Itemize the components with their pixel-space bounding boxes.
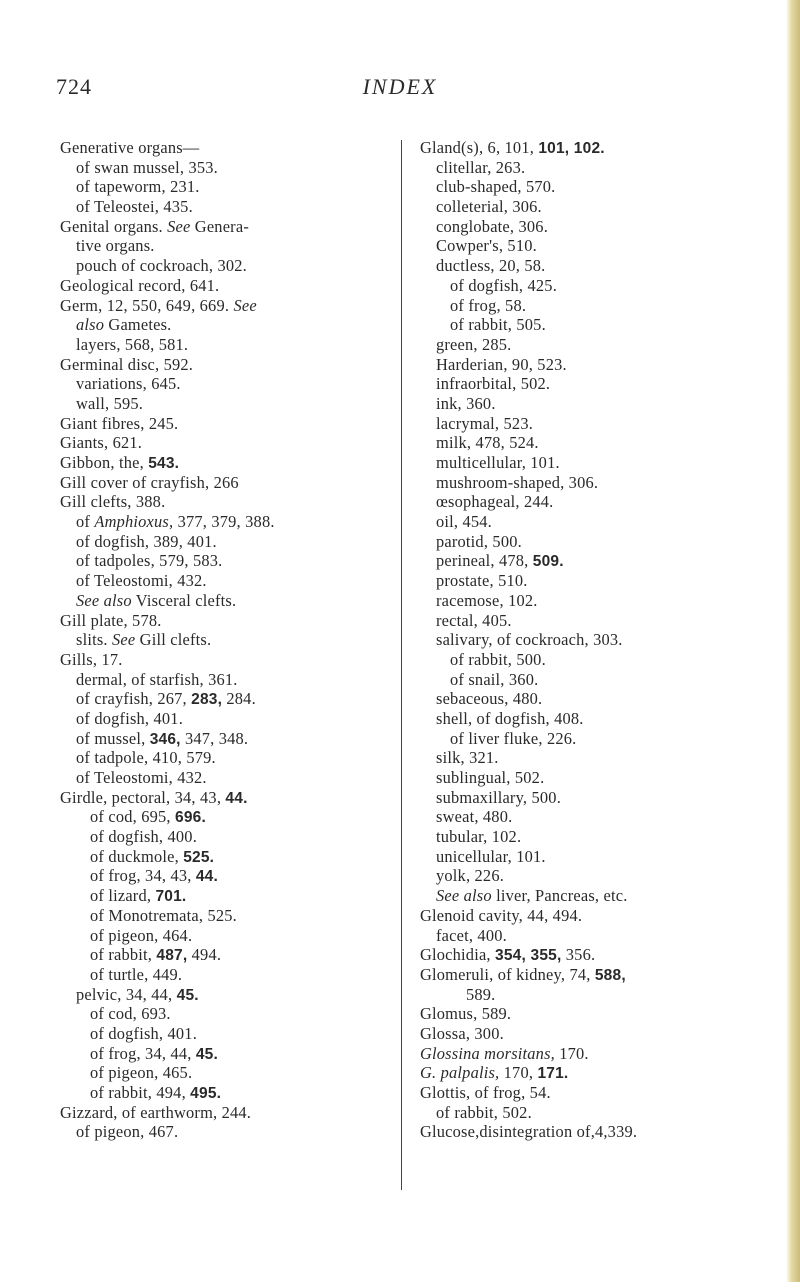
index-entry bbox=[420, 1004, 750, 1024]
index-entry-text: of snail, 360. bbox=[450, 669, 539, 689]
index-entry-text: of duckmole, bbox=[90, 846, 184, 866]
index-entry-text: 494. bbox=[187, 945, 222, 965]
index-entry bbox=[420, 709, 750, 729]
index-entry-text: of cod, 693. bbox=[90, 1004, 171, 1024]
index-entry-text: 525. bbox=[183, 848, 215, 866]
index-entry-text: 45. bbox=[176, 986, 199, 1004]
index-entry-text: unicellular, 101. bbox=[436, 846, 546, 866]
index-entry bbox=[420, 571, 750, 591]
index-entry-text: Gill plate, 578. bbox=[60, 610, 162, 630]
index-entry bbox=[60, 630, 400, 650]
index-entry bbox=[420, 591, 750, 611]
index-entry bbox=[60, 335, 400, 355]
index-entry-text: pelvic, 34, 44, bbox=[76, 984, 177, 1004]
index-entry bbox=[420, 945, 750, 965]
running-head: INDEX bbox=[362, 74, 438, 99]
index-entry bbox=[60, 1103, 400, 1123]
index-entry-text: See also bbox=[436, 886, 492, 906]
index-entry-text: Gill clefts, 388. bbox=[60, 492, 166, 512]
index-entry-text: parotid, 500. bbox=[436, 531, 522, 551]
index-entry-text: of frog, 58. bbox=[450, 295, 527, 315]
index-entry-text: of rabbit, 494, bbox=[90, 1083, 191, 1102]
index-entry bbox=[60, 355, 400, 375]
index-entry bbox=[420, 236, 750, 256]
index-entry-text: salivary, of cockroach, 303. bbox=[436, 630, 623, 650]
index-entry-text: 170. bbox=[554, 1043, 589, 1063]
index-entry-text: See bbox=[112, 630, 136, 650]
index-entry-text: Gizzard, of earthworm, 244. bbox=[60, 1102, 252, 1122]
index-entry bbox=[420, 1122, 750, 1142]
index-entry-text: 284. bbox=[222, 689, 256, 709]
index-entry-text: pouch of cockroach, 302. bbox=[76, 256, 247, 276]
index-entry-text: of dogfish, 401. bbox=[76, 708, 184, 728]
index-entry-text: Glochidia, bbox=[420, 945, 496, 965]
index-entry-text: 589. bbox=[466, 984, 496, 1004]
index-entry bbox=[420, 630, 750, 650]
index-entry bbox=[420, 433, 750, 453]
index-entry-text: multicellular, 101. bbox=[436, 453, 560, 472]
index-entry-text: Girdle, pectoral, 34, 43, bbox=[60, 787, 226, 807]
index-entry-text: slits. bbox=[76, 630, 113, 650]
index-entry bbox=[420, 965, 750, 985]
index-entry bbox=[60, 571, 400, 591]
index-entry-text: 696. bbox=[175, 809, 206, 827]
index-entry-text: œsophageal, 244. bbox=[436, 492, 554, 512]
index-entry-text: green, 285. bbox=[436, 334, 512, 354]
index-entry bbox=[420, 532, 750, 552]
index-entry bbox=[60, 551, 400, 571]
index-entry-text: clitellar, 263. bbox=[436, 157, 526, 177]
index-entry bbox=[420, 926, 750, 946]
index-entry-text: dermal, of starfish, 361. bbox=[76, 669, 238, 689]
index-entry-text: infraorbital, 502. bbox=[436, 374, 551, 394]
index-entry bbox=[60, 886, 400, 906]
index-column-right bbox=[420, 138, 750, 1142]
index-entry-text: 509. bbox=[532, 553, 564, 571]
index-entry bbox=[420, 551, 750, 571]
index-entry bbox=[60, 788, 400, 808]
index-entry-text: See bbox=[233, 295, 257, 315]
index-entry-text: of pigeon, 465. bbox=[90, 1063, 193, 1083]
index-entry-text: Glomus, 589. bbox=[420, 1004, 512, 1024]
index-entry-text: silk, 321. bbox=[436, 748, 499, 768]
index-entry bbox=[420, 847, 750, 867]
index-entry-text: of turtle, 449. bbox=[90, 964, 183, 984]
index-entry bbox=[420, 512, 750, 532]
index-entry bbox=[420, 138, 750, 158]
index-entry-text: Harderian, 90, 523. bbox=[436, 354, 567, 374]
index-entry bbox=[60, 394, 400, 414]
index-entry bbox=[60, 866, 400, 886]
index-entry-text: Gill clefts. bbox=[135, 630, 212, 650]
index-entry bbox=[420, 768, 750, 788]
index-entry-text: lacrymal, 523. bbox=[436, 413, 534, 433]
index-entry bbox=[60, 650, 400, 670]
index-entry bbox=[420, 158, 750, 178]
index-entry-text: of cod, 695, bbox=[90, 807, 175, 827]
index-entry-text: shell, of dogfish, 408. bbox=[436, 708, 584, 728]
index-entry-text: of rabbit, bbox=[90, 945, 157, 965]
index-entry bbox=[420, 296, 750, 316]
index-entry bbox=[60, 985, 400, 1005]
index-entry-text: 45. bbox=[195, 1045, 218, 1063]
index-entry bbox=[60, 433, 400, 453]
index-entry-text: 171. bbox=[537, 1065, 569, 1083]
index-entry bbox=[420, 177, 750, 197]
index-entry-text: of tapeworm, 231. bbox=[76, 177, 200, 197]
index-entry-text: tubular, 102. bbox=[436, 827, 522, 847]
index-entry-text: rectal, 405. bbox=[436, 610, 512, 630]
index-entry bbox=[60, 217, 400, 237]
index-entry bbox=[420, 985, 750, 1005]
index-entry bbox=[420, 866, 750, 886]
index-entry-text: 588, bbox=[594, 966, 626, 984]
index-entry-text: See also bbox=[76, 590, 132, 610]
index-entry bbox=[60, 473, 400, 493]
index-entry-text: 356. bbox=[561, 945, 596, 965]
index-entry-text: Geological record, 641. bbox=[60, 275, 220, 295]
index-entry-text: Genera- bbox=[190, 216, 249, 236]
index-entry-text: of dogfish, 425. bbox=[450, 275, 558, 295]
index-entry bbox=[420, 729, 750, 749]
index-entry bbox=[420, 748, 750, 768]
index-entry bbox=[60, 945, 400, 965]
index-entry-text: Germinal disc, 592. bbox=[60, 354, 194, 374]
index-entry bbox=[60, 532, 400, 552]
column-divider bbox=[401, 140, 402, 1190]
index-entry-text: Giants, 621. bbox=[60, 433, 143, 453]
index-entry-text: of Monotremata, 525. bbox=[90, 905, 237, 925]
index-entry bbox=[420, 256, 750, 276]
index-entry bbox=[60, 709, 400, 729]
index-entry-text: of rabbit, 502. bbox=[436, 1102, 532, 1122]
index-entry-text: of tadpoles, 579, 583. bbox=[76, 551, 223, 571]
index-entry bbox=[420, 689, 750, 709]
index-entry-text: Glucose,disintegration of,4,339. bbox=[420, 1122, 638, 1142]
index-entry-text: submaxillary, 500. bbox=[436, 787, 561, 807]
index-entry-text: Generative organs— bbox=[60, 138, 200, 157]
page-number: 724 bbox=[56, 74, 92, 99]
index-entry bbox=[60, 1024, 400, 1044]
index-entry-text: Gland(s), 6, 101, bbox=[420, 138, 539, 157]
index-entry bbox=[60, 689, 400, 709]
index-entry bbox=[60, 296, 400, 316]
index-entry bbox=[60, 926, 400, 946]
index-entry bbox=[60, 906, 400, 926]
index-entry-text: 44. bbox=[195, 868, 218, 886]
index-entry-text: of rabbit, 505. bbox=[450, 315, 546, 335]
index-entry bbox=[420, 197, 750, 217]
index-entry bbox=[420, 374, 750, 394]
index-entry-text: racemose, 102. bbox=[436, 590, 538, 610]
index-entry-text: facet, 400. bbox=[436, 925, 507, 945]
index-entry-text: of Teleostomi, 432. bbox=[76, 768, 207, 787]
index-entry bbox=[60, 611, 400, 631]
index-column-left bbox=[60, 138, 400, 1142]
index-entry bbox=[60, 807, 400, 827]
index-entry-text: of rabbit, 500. bbox=[450, 649, 546, 669]
index-entry-text: of swan mussel, 353. bbox=[76, 157, 218, 177]
index-entry bbox=[60, 453, 400, 473]
index-entry bbox=[60, 236, 400, 256]
index-entry bbox=[60, 492, 400, 512]
index-entry-text: Gills, 17. bbox=[60, 649, 123, 669]
index-entry-text: of frog, 34, 43, bbox=[90, 866, 196, 886]
index-entry-text: also bbox=[76, 315, 105, 335]
index-entry-text: Glottis, of frog, 54. bbox=[420, 1083, 551, 1102]
index-entry bbox=[420, 453, 750, 473]
index-entry bbox=[60, 827, 400, 847]
index-entry-text: Gametes. bbox=[104, 315, 172, 335]
index-entry-text: tive organs. bbox=[76, 236, 155, 256]
index-entry bbox=[60, 158, 400, 178]
index-entry-text: 170, bbox=[499, 1063, 538, 1083]
index-entry bbox=[420, 650, 750, 670]
index-entry-text: perineal, 478, bbox=[436, 551, 533, 571]
index-entry-text: ductless, 20, 58. bbox=[436, 256, 546, 276]
index-entry-text: ink, 360. bbox=[436, 393, 496, 413]
index-entry-text: 543. bbox=[148, 455, 180, 472]
index-entry-text: Cowper's, 510. bbox=[436, 236, 537, 256]
index-entry bbox=[420, 807, 750, 827]
index-entry-text: oil, 454. bbox=[436, 512, 492, 532]
index-entry-text: of crayfish, 267, bbox=[76, 689, 192, 709]
index-entry-text: 347, 348. bbox=[180, 728, 249, 748]
index-entry-text: of pigeon, 464. bbox=[90, 925, 193, 945]
index-entry-text: G. palpalis, bbox=[420, 1063, 500, 1083]
index-entry bbox=[60, 847, 400, 867]
index-entry bbox=[420, 1063, 750, 1083]
page-header bbox=[0, 74, 800, 108]
index-entry-text: Glenoid cavity, 44, 494. bbox=[420, 905, 583, 925]
index-entry bbox=[420, 1083, 750, 1103]
index-entry-text: club-shaped, 570. bbox=[436, 177, 556, 197]
index-entry-text: of dogfish, 389, 401. bbox=[76, 531, 217, 551]
index-entry bbox=[60, 1063, 400, 1083]
index-entry bbox=[420, 1024, 750, 1044]
index-entry bbox=[420, 788, 750, 808]
index-entry-text: of pigeon, 467. bbox=[76, 1122, 179, 1142]
index-entry-text: 101, 102. bbox=[538, 140, 605, 157]
index-entry bbox=[60, 414, 400, 434]
index-entry bbox=[60, 374, 400, 394]
index-entry bbox=[420, 1103, 750, 1123]
index-entry-text: yolk, 226. bbox=[436, 866, 505, 886]
index-entry bbox=[60, 1004, 400, 1024]
index-entry bbox=[420, 886, 750, 906]
index-entry bbox=[420, 335, 750, 355]
index-entry bbox=[60, 729, 400, 749]
index-entry bbox=[420, 492, 750, 512]
index-entry-text: of lizard, bbox=[90, 886, 156, 906]
index-entry-text: prostate, 510. bbox=[436, 571, 528, 591]
index-entry-text: of Teleostomi, 432. bbox=[76, 571, 207, 591]
index-entry-text: Glossina morsitans, bbox=[420, 1043, 555, 1063]
index-entry bbox=[420, 1044, 750, 1064]
index-entry-text: 495. bbox=[190, 1085, 222, 1102]
index-entry bbox=[60, 591, 400, 611]
index-entry-text: Germ, 12, 550, 649, 669. bbox=[60, 295, 234, 315]
index-entry bbox=[60, 138, 400, 158]
index-entry-text: of Teleostei, 435. bbox=[76, 197, 193, 217]
index-entry bbox=[420, 276, 750, 296]
index-entry-text: sublingual, 502. bbox=[436, 768, 545, 787]
index-entry-text: Gill cover of crayfish, 266 bbox=[60, 472, 239, 492]
index-entry bbox=[420, 827, 750, 847]
index-entry bbox=[60, 1044, 400, 1064]
index-entry bbox=[60, 256, 400, 276]
index-entry-text: 487, bbox=[156, 947, 188, 965]
index-entry bbox=[420, 217, 750, 237]
index-entry bbox=[420, 315, 750, 335]
index-entry-text: Visceral clefts. bbox=[131, 590, 237, 610]
index-entry-text: Glomeruli, of kidney, 74, bbox=[420, 964, 595, 984]
index-entry bbox=[420, 611, 750, 631]
index-entry-text: conglobate, 306. bbox=[436, 216, 548, 236]
index-entry bbox=[420, 394, 750, 414]
index-entry bbox=[420, 473, 750, 493]
index-entry-text: milk, 478, 524. bbox=[436, 433, 539, 453]
index-entry-text: of frog, 34, 44, bbox=[90, 1043, 196, 1063]
index-entry bbox=[60, 1122, 400, 1142]
index-entry-text: of dogfish, 401. bbox=[90, 1023, 198, 1043]
index-entry-text: Giant fibres, 245. bbox=[60, 413, 179, 433]
index-entry-text: 377, 379, 388. bbox=[173, 512, 275, 532]
index-entry bbox=[60, 177, 400, 197]
index-entry-text: 283, bbox=[191, 691, 223, 709]
index-entry-text: variations, 645. bbox=[76, 374, 181, 394]
index-entry bbox=[60, 197, 400, 217]
index-entry bbox=[60, 965, 400, 985]
index-entry-text: liver, Pancreas, etc. bbox=[491, 886, 628, 906]
index-entry-text: of tadpole, 410, 579. bbox=[76, 748, 216, 768]
index-entry bbox=[420, 355, 750, 375]
index-entry bbox=[60, 670, 400, 690]
index-entry-text: sweat, 480. bbox=[436, 807, 513, 827]
index-entry-text: of liver fluke, 226. bbox=[450, 728, 577, 748]
index-entry-text: 346, bbox=[149, 730, 181, 748]
index-entry bbox=[420, 414, 750, 434]
index-entry-text: layers, 568, 581. bbox=[76, 334, 189, 354]
index-entry-text: Amphioxus, bbox=[94, 512, 174, 532]
index-entry-text: Gibbon, the, bbox=[60, 453, 149, 472]
index-entry-text: Glossa, 300. bbox=[420, 1023, 504, 1043]
index-entry-text: 701. bbox=[155, 888, 187, 906]
index-entry-text: colleterial, 306. bbox=[436, 197, 542, 217]
page-edge bbox=[786, 0, 800, 1282]
index-entry bbox=[420, 906, 750, 926]
index-entry-text: 354, 355, bbox=[495, 947, 562, 965]
index-entry bbox=[60, 748, 400, 768]
index-entry-text: of mussel, bbox=[76, 728, 150, 748]
index-entry bbox=[420, 670, 750, 690]
index-entry-text: mushroom-shaped, 306. bbox=[436, 472, 599, 492]
index-entry bbox=[60, 512, 400, 532]
index-entry-text: wall, 595. bbox=[76, 393, 144, 413]
index-entry-text: Genital organs. bbox=[60, 216, 168, 236]
index-entry-text: sebaceous, 480. bbox=[436, 689, 543, 709]
index-entry-text: 44. bbox=[225, 789, 248, 807]
index-entry-text: of bbox=[76, 512, 95, 532]
index-entry bbox=[60, 276, 400, 296]
index-entry-text: of dogfish, 400. bbox=[90, 827, 198, 847]
index-entry bbox=[60, 1083, 400, 1103]
index-entry bbox=[60, 315, 400, 335]
index-entry-text: See bbox=[167, 216, 191, 236]
index-entry bbox=[60, 768, 400, 788]
